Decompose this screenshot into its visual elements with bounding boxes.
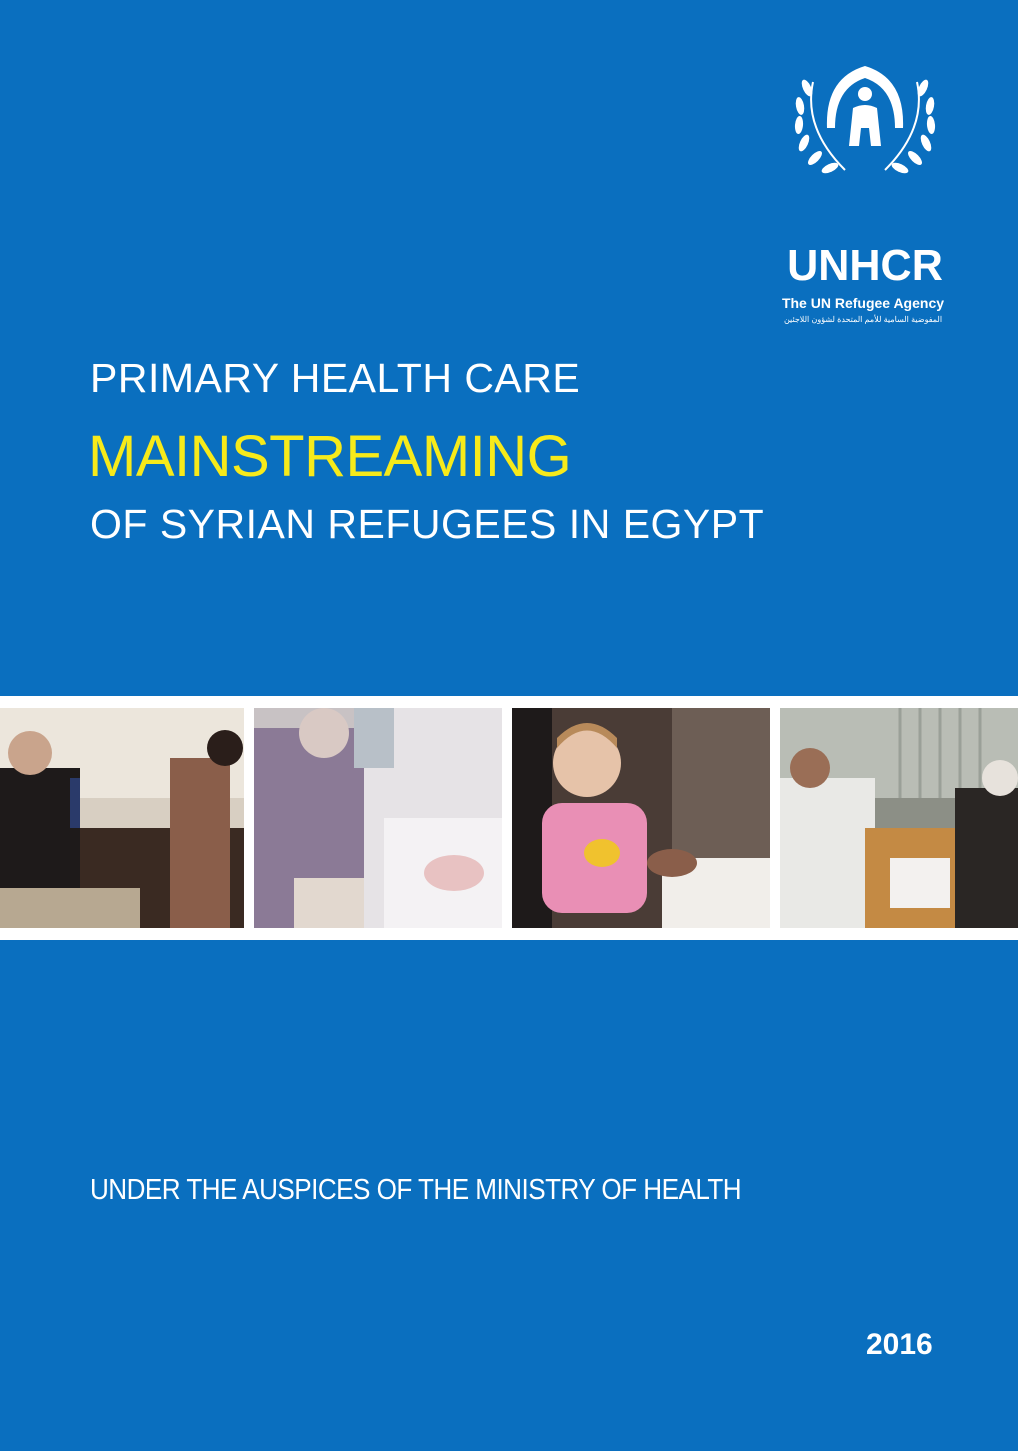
- auspices-subtitle: UNDER THE AUSPICES OF THE MINISTRY OF HEALTH: [90, 1174, 742, 1206]
- photo-neonatal-incubator: [254, 708, 502, 928]
- title-line-1: PRIMARY HEALTH CARE: [90, 355, 581, 401]
- photo-blood-pressure-check: [0, 708, 244, 928]
- unhcr-logo: [770, 58, 960, 324]
- logo-tagline: The UN Refugee Agency: [781, 295, 945, 311]
- photo-child-vaccination: [512, 708, 770, 928]
- logo-arabic-tagline: المفوضية السامية للأمم المتحدة لشؤون اللاجئين: [783, 315, 943, 324]
- publication-year: 2016: [866, 1328, 933, 1361]
- title-line-2: MAINSTREAMING: [88, 424, 572, 489]
- unhcr-emblem-icon: [785, 58, 945, 178]
- photo-doctor-consultation: [780, 708, 1018, 928]
- photo-strip: [0, 696, 1018, 940]
- title-line-3: OF SYRIAN REFUGEES IN EGYPT: [90, 501, 765, 547]
- logo-wordmark: UNHCR: [787, 241, 943, 290]
